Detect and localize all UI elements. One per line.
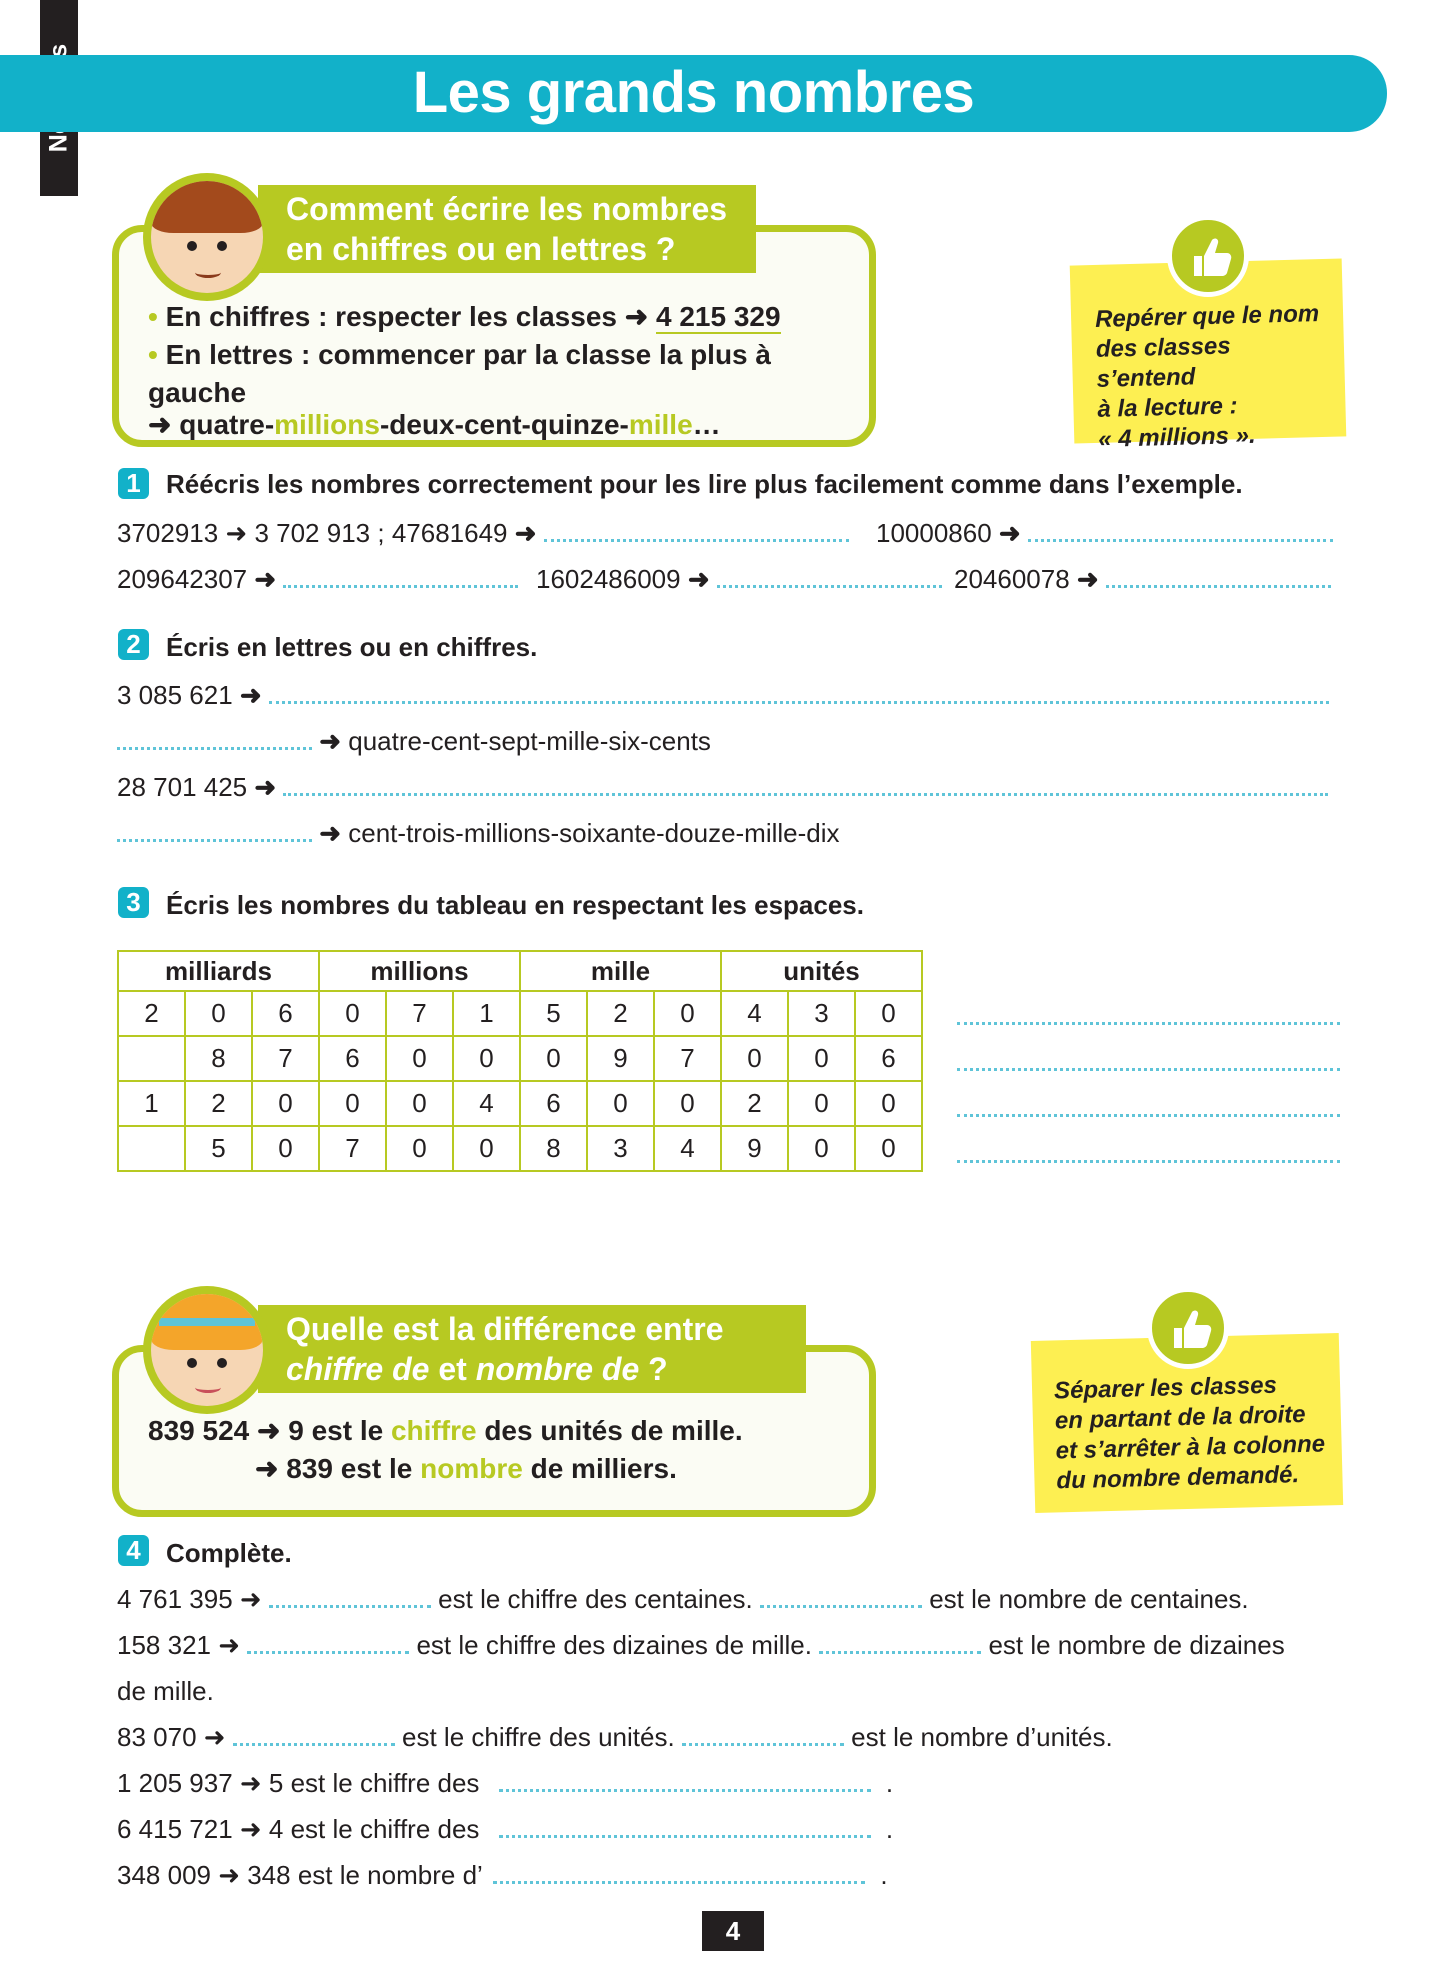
- exercise-1-item: 10000860: [876, 518, 992, 548]
- arrow-icon: ➜: [319, 726, 342, 756]
- answer-line[interactable]: [760, 1601, 922, 1608]
- tip-2-line1: Séparer les classes: [1053, 1371, 1278, 1405]
- tip-1-line1: Repérer que le nom: [1094, 300, 1320, 333]
- answer-line[interactable]: [269, 697, 1329, 704]
- arrow-icon: ➜: [624, 301, 649, 332]
- table-cell: 7: [386, 991, 453, 1036]
- table-cell: 7: [654, 1036, 721, 1081]
- exercise-3-title: Écris les nombres du tableau en respectant les espaces.: [166, 890, 864, 920]
- exercise-1-row-2: [117, 564, 518, 595]
- table-cell: 4: [654, 1126, 721, 1171]
- table-cell: 0: [721, 1036, 788, 1081]
- table-cell: [118, 1126, 185, 1171]
- exercise-2-prompt: 28 701 425: [117, 772, 248, 802]
- boy-avatar: [143, 173, 271, 301]
- table-cell: 0: [252, 1081, 319, 1126]
- lesson-2-heading: [258, 1305, 806, 1393]
- table-cell: 0: [587, 1081, 654, 1126]
- lesson-2-line2-a: ➜ 839 est le: [255, 1453, 421, 1484]
- lesson-2-heading-and: et: [429, 1351, 476, 1387]
- exercise-4-text: est le chiffre des centaines.: [438, 1584, 753, 1614]
- answer-line[interactable]: [682, 1739, 844, 1746]
- arrow-icon: ➜: [998, 518, 1021, 548]
- table-cell: 2: [721, 1081, 788, 1126]
- exercise-1-number: 1: [118, 468, 149, 499]
- period: .: [880, 1860, 888, 1890]
- exercise-2-prompt: 3 085 621: [117, 680, 233, 710]
- exercise-1-item: 47681649: [391, 518, 508, 548]
- table-cell: 0: [520, 1036, 587, 1081]
- exercise-1-item: 209642307: [117, 564, 248, 594]
- lesson-2-line2-b: nombre: [420, 1453, 523, 1484]
- exercise-1-title: Réécris les nombres correctement pour les lire plus facilement comme dans l’exemple.: [166, 469, 1243, 499]
- answer-line[interactable]: [269, 1601, 431, 1608]
- lesson-1-bullet-2: En lettres : commencer par la classe la plus à gauche: [148, 339, 771, 408]
- table-cell: 1: [118, 1081, 185, 1126]
- exercise-4-number: 4: [118, 1535, 149, 1566]
- answer-line[interactable]: [957, 1018, 1340, 1025]
- lesson-1-example-p5: …: [692, 409, 721, 440]
- exercise-4-row-6: [117, 1860, 888, 1891]
- tip-2-line2: en partant de la droite: [1054, 1400, 1306, 1435]
- exercise-4-row-1: [117, 1584, 1249, 1615]
- table-cell: 6: [855, 1036, 922, 1081]
- arrow-icon: ➜: [254, 564, 277, 594]
- lesson-2-line1-a: 839 524 ➜ 9 est le: [148, 1415, 391, 1446]
- table-cell: 0: [855, 1126, 922, 1171]
- exercise-2-prompt: quatre-cent-sept-mille-six-cents: [348, 726, 711, 756]
- answer-line[interactable]: [957, 1110, 1340, 1117]
- table-cell: [118, 1036, 185, 1081]
- exercise-4-row-5: [117, 1814, 893, 1845]
- exercise-1-item: 20460078: [954, 564, 1070, 594]
- exercise-4-text: est le chiffre des unités.: [402, 1722, 675, 1752]
- table-cell: 5: [185, 1126, 252, 1171]
- table-cell: 8: [520, 1126, 587, 1171]
- exercise-4-number-prompt: 4 761 395 ➜: [117, 1584, 262, 1614]
- tip-2-line4: du nombre demandé.: [1056, 1461, 1300, 1495]
- exercise-1-row-1: [117, 518, 849, 549]
- exercise-4-row-2-cont: de mille.: [117, 1676, 214, 1706]
- lesson-1-bullet-1: En chiffres : respecter les classes: [165, 301, 617, 332]
- table-cell: 9: [721, 1126, 788, 1171]
- table-cell: 6: [520, 1081, 587, 1126]
- arrow-icon: ➜: [687, 564, 710, 594]
- answer-line[interactable]: [283, 789, 1328, 796]
- lesson-2-body: [148, 1412, 848, 1488]
- table-row: [118, 1126, 922, 1171]
- title-banner: [0, 55, 1387, 132]
- lesson-2-heading-q: ?: [639, 1351, 668, 1387]
- thumbs-up-icon: [1167, 215, 1249, 297]
- exercise-4-text: est le nombre de centaines.: [929, 1584, 1249, 1614]
- exercise-4-number-prompt: 158 321 ➜: [117, 1630, 240, 1660]
- exercise-4-text: est le nombre de dizaines: [988, 1630, 1285, 1660]
- table-cell: 0: [386, 1126, 453, 1171]
- exercise-2-row-4: [117, 818, 840, 849]
- answer-line[interactable]: [283, 581, 518, 588]
- exercise-4-title: Complète.: [166, 1538, 292, 1568]
- lesson-1-example-p1: quatre-: [179, 409, 275, 440]
- table-cell: 0: [654, 1081, 721, 1126]
- exercise-2-number: 2: [118, 629, 149, 660]
- table-cell: 0: [185, 991, 252, 1036]
- exercise-4-number-prompt: 83 070 ➜: [117, 1722, 226, 1752]
- table-row: [118, 1081, 922, 1126]
- table-header-cell: mille: [520, 951, 721, 991]
- table-cell: 0: [252, 1126, 319, 1171]
- thumbs-up-icon: [1147, 1287, 1229, 1369]
- exercise-4-text: 6 415 721 ➜ 4 est le chiffre des: [117, 1814, 480, 1844]
- answer-line[interactable]: [957, 1156, 1340, 1163]
- lesson-2-heading-line1: Quelle est la différence entre: [286, 1311, 724, 1347]
- table-row: [118, 991, 922, 1036]
- lesson-2-line1-b: chiffre: [390, 1415, 477, 1446]
- exercise-4-row-2: [117, 1630, 1285, 1661]
- answer-line[interactable]: [717, 581, 942, 588]
- table-cell: 2: [185, 1081, 252, 1126]
- arrow-icon: ➜: [239, 680, 262, 710]
- page-title: Les grands nombres: [412, 60, 975, 125]
- table-cell: 7: [319, 1126, 386, 1171]
- arrow-icon: ➜: [514, 518, 537, 548]
- lesson-1-example-p3: -deux-cent-quinze-: [379, 409, 629, 440]
- tip-2-line3: et s’arrêter à la colonne: [1055, 1430, 1326, 1465]
- lesson-1-heading-line2: en chiffres ou en lettres ?: [286, 231, 676, 267]
- exercise-1-row-2c: [954, 564, 1331, 595]
- table-cell: 4: [721, 991, 788, 1036]
- table-header-cell: unités: [721, 951, 922, 991]
- table-cell: 0: [386, 1081, 453, 1126]
- exercise-2-prompt: cent-trois-millions-soixante-douze-mille-dix: [348, 818, 840, 848]
- answer-line[interactable]: [544, 535, 849, 542]
- table-cell: 0: [788, 1126, 855, 1171]
- arrow-icon: ➜: [1076, 564, 1099, 594]
- exercise-4-text: 1 205 937 ➜ 5 est le chiffre des: [117, 1768, 480, 1798]
- answer-line[interactable]: [499, 1785, 871, 1792]
- tip-1-line2: des classes s’entend: [1095, 332, 1232, 393]
- table-cell: 0: [788, 1036, 855, 1081]
- exercise-2-row-2: [117, 726, 711, 757]
- exercise-2-title: Écris en lettres ou en chiffres.: [166, 632, 538, 662]
- lesson-1-heading: [258, 185, 756, 273]
- lesson-1-body: • En chiffres : respecter les classes ➜ 4 215 329 • En lettres : commencer par la classe la plus à gauche ➜ quatre-millions-deux-cent-quinze-mille…: [148, 301, 781, 440]
- lesson-2-heading-term1: chiffre de: [286, 1351, 430, 1387]
- table-cell: 3: [788, 991, 855, 1036]
- exercise-4-row-4: [117, 1768, 893, 1799]
- exercise-4-text: 348 009 ➜ 348 est le nombre d’: [117, 1860, 482, 1890]
- exercise-4-text: est le nombre d’unités.: [851, 1722, 1113, 1752]
- lesson-1-example-p4: mille: [628, 409, 693, 440]
- table-cell: 0: [788, 1081, 855, 1126]
- table-cell: 6: [319, 1036, 386, 1081]
- table-cell: 4: [453, 1081, 520, 1126]
- page-number: 4: [702, 1911, 764, 1951]
- girl-avatar: [143, 1286, 271, 1414]
- table-cell: 0: [319, 991, 386, 1036]
- period: .: [885, 1814, 894, 1844]
- answer-line[interactable]: [1106, 581, 1331, 588]
- answer-line[interactable]: [233, 1739, 395, 1746]
- lesson-2-line2-c: de milliers.: [522, 1453, 677, 1484]
- answer-line[interactable]: [493, 1877, 865, 1884]
- answer-line[interactable]: [117, 743, 312, 750]
- table-header-cell: milliards: [118, 951, 319, 991]
- table-cell: 5: [520, 991, 587, 1036]
- arrow-icon: ➜: [319, 818, 342, 848]
- tip-1-line3: à la lecture :: [1097, 392, 1238, 423]
- table-header-cell: millions: [319, 951, 520, 991]
- exercise-4-row-3: [117, 1722, 1113, 1753]
- table-cell: 8: [185, 1036, 252, 1081]
- table-cell: 0: [319, 1081, 386, 1126]
- table-cell: 0: [386, 1036, 453, 1081]
- table-cell: 0: [453, 1126, 520, 1171]
- exercise-1-example: 3702913 ➜ 3 702 913 ;: [117, 518, 385, 548]
- table-cell: 0: [453, 1036, 520, 1081]
- lesson-2-line1-c: des unités de mille.: [476, 1415, 743, 1446]
- exercise-1-item: 1602486009: [536, 564, 681, 594]
- lesson-1-heading-line1: Comment écrire les nombres: [286, 191, 728, 227]
- answer-line[interactable]: [957, 1064, 1340, 1071]
- exercise-1-row-1b: [876, 518, 1333, 549]
- table-cell: 0: [855, 1081, 922, 1126]
- exercise-2-row-1: [117, 680, 1329, 711]
- table-cell: 0: [855, 991, 922, 1036]
- exercise-2-row-3: [117, 772, 1328, 803]
- table-cell: 9: [587, 1036, 654, 1081]
- exercise-4-text: est le chiffre des dizaines de mille.: [416, 1630, 812, 1660]
- table-row: [118, 1036, 922, 1081]
- lesson-1-example-number: 4 215 329: [656, 301, 781, 332]
- answer-line[interactable]: [1028, 535, 1333, 542]
- lesson-1-example-p2: millions: [274, 409, 380, 440]
- period: .: [885, 1768, 894, 1798]
- arrow-icon: ➜: [148, 409, 172, 440]
- answer-line[interactable]: [117, 835, 312, 842]
- answer-line[interactable]: [247, 1647, 409, 1654]
- place-value-table: [117, 950, 923, 1172]
- answer-line[interactable]: [499, 1831, 871, 1838]
- exercise-1-row-2b: [536, 564, 942, 595]
- table-cell: 2: [587, 991, 654, 1036]
- lesson-2-heading-term2: nombre de: [475, 1351, 640, 1387]
- table-cell: 2: [118, 991, 185, 1036]
- table-cell: 7: [252, 1036, 319, 1081]
- table-cell: 3: [587, 1126, 654, 1171]
- answer-line[interactable]: [819, 1647, 981, 1654]
- table-cell: 1: [453, 991, 520, 1036]
- table-cell: 0: [654, 991, 721, 1036]
- table-cell: 6: [252, 991, 319, 1036]
- tip-1-line4: « 4 millions ».: [1097, 421, 1256, 453]
- table-header-row: [118, 951, 922, 991]
- exercise-3-number: 3: [118, 887, 149, 918]
- arrow-icon: ➜: [254, 772, 277, 802]
